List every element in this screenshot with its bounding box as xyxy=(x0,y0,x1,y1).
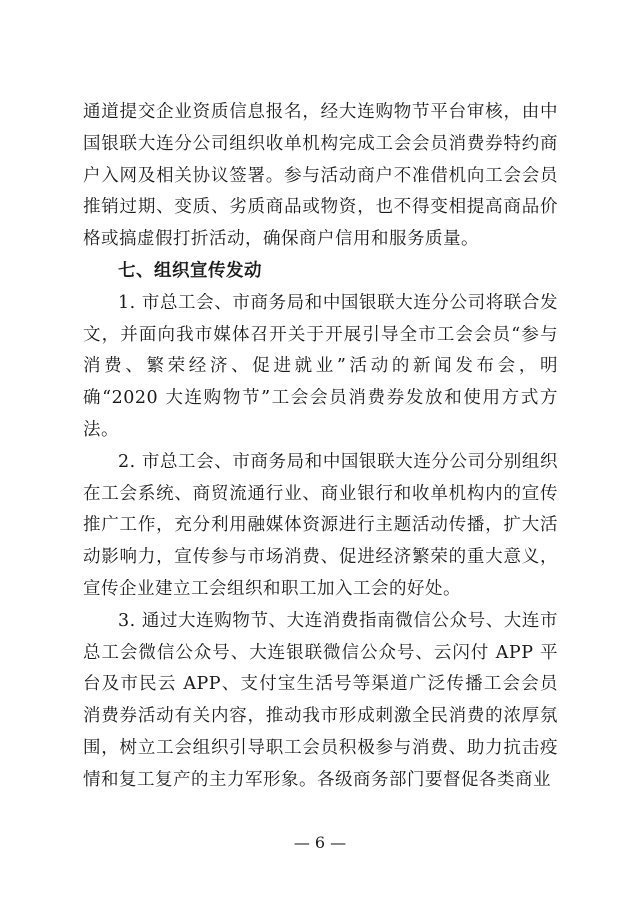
paragraph-item-3: 3. 通过大连购物节、大连消费指南微信公众号、大连市总工会微信公众号、大连银联微信公众号、云闪付 APP 平台及市民云 APP、支付宝生活号等渠道广泛传播工会会员消费券活动有关内容，推动我市形成刺激全民消费的浓厚氛围，树立工会组织引导职工会员积极参与消费、助力抗击疫情和复工复产的主力军形象。各级商务部门要督促各类商业 xyxy=(83,610,558,790)
paragraph-continued: 通道提交企业资质信息报名，经大连购物节平台审核，由中国银联大连分公司组织收单机构完成工会会员消费券特约商户入网及相关协议签署。参与活动商户不准借机向工会会员推销过期、变质、劣质商品或物资，也不得变相提高商品价格或搞虚假打折活动，确保商户信用和服务质量。 xyxy=(83,102,558,250)
document-body xyxy=(83,97,558,797)
paragraph-item-1: 1. 市总工会、市商务局和中国银联大连分公司将联合发文，并面向我市媒体召开关于开展引导全市工会会员“参与消费、繁荣经济、促进就业”活动的新闻发布会，明确“2020 大连购物节”工会会员消费券发放和使用方式方法。 xyxy=(83,292,558,440)
page-number: — 6 — xyxy=(293,833,347,852)
section-heading: 七、组织宣传发动 xyxy=(118,260,262,281)
paragraph-item-2: 2. 市总工会、市商务局和中国银联大连分公司分别组织在工会系统、商贸流通行业、商业银行和收单机构内的宣传推广工作，充分利用融媒体资源进行主题活动传播，扩大活动影响力，宣传参与市场消费、促进经济繁荣的重大意义，宣传企业建立工会组织和职工加入工会的好处。 xyxy=(83,451,558,599)
